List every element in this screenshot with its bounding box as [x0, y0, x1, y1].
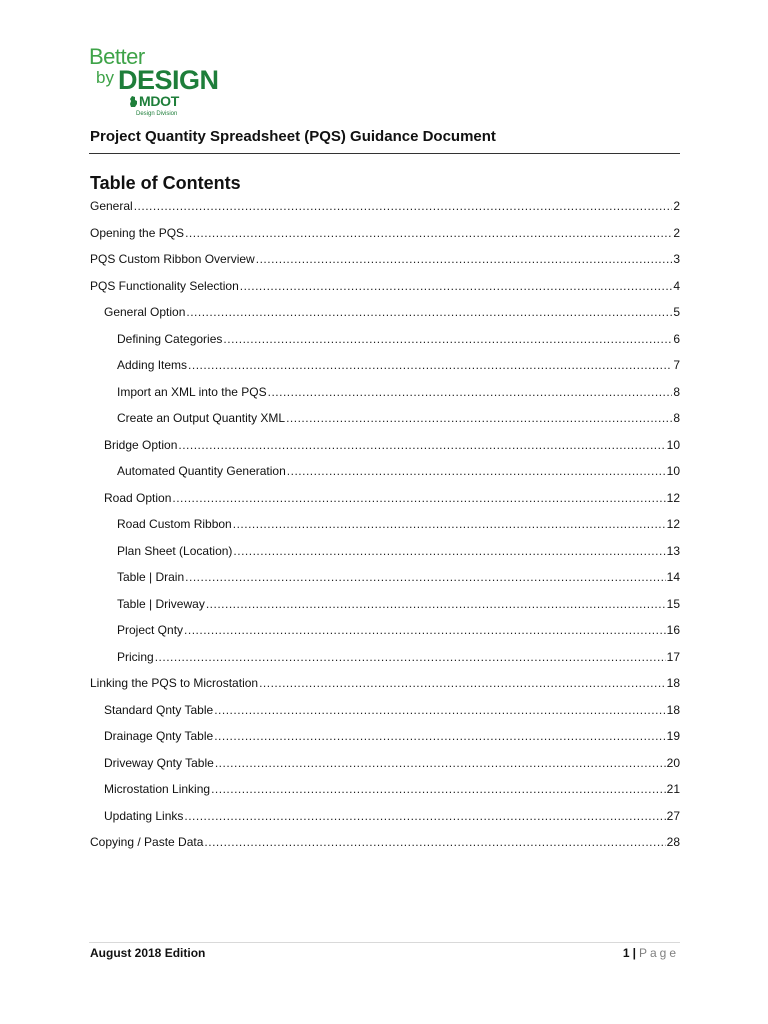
toc-dot-leader	[184, 621, 666, 639]
toc-entry-page[interactable]: 10	[666, 464, 680, 478]
toc-dot-leader	[215, 754, 666, 772]
page-word: Page	[638, 946, 679, 960]
toc-entry-page[interactable]: 12	[666, 517, 680, 531]
toc-entry[interactable]	[90, 489, 680, 516]
logo-better-text: Better	[89, 44, 145, 69]
toc-entry-page[interactable]: 10	[666, 437, 680, 452]
toc-entry-page[interactable]: 4	[673, 278, 680, 293]
toc-entry-label[interactable]: Adding Items	[117, 358, 188, 372]
toc-dot-leader	[214, 727, 665, 745]
better-by-design-logo	[89, 44, 231, 122]
page-separator: |	[632, 946, 636, 960]
toc-dot-leader	[211, 780, 666, 798]
toc-dot-leader	[184, 807, 665, 825]
toc-entry-label[interactable]: Plan Sheet (Location)	[117, 543, 233, 558]
document-title: Project Quantity Spreadsheet (PQS) Guidance Document	[90, 128, 496, 145]
toc-entry-page[interactable]: 2	[673, 225, 680, 240]
toc-entry-label[interactable]: PQS Custom Ribbon Overview	[90, 252, 255, 266]
michigan-map-icon	[129, 96, 138, 107]
logo-division-text: Design Division	[136, 111, 178, 117]
toc-entry[interactable]	[90, 648, 680, 675]
toc-entry[interactable]	[90, 780, 680, 807]
toc-entry-page[interactable]: 17	[666, 649, 680, 664]
toc-entry-page[interactable]: 3	[673, 252, 680, 266]
toc-entry-label[interactable]: Pricing	[117, 649, 154, 664]
toc-entry-label[interactable]: Linking the PQS to Microstation	[90, 676, 259, 690]
toc-entry[interactable]	[90, 727, 680, 754]
toc-entry-page[interactable]: 6	[673, 331, 680, 346]
toc-entry-page[interactable]: 27	[666, 808, 680, 823]
toc-entry-page[interactable]: 14	[666, 570, 680, 584]
toc-entry[interactable]	[90, 568, 680, 595]
toc-entry[interactable]	[90, 436, 680, 463]
toc-entry[interactable]	[90, 197, 680, 224]
toc-entry-page[interactable]: 18	[666, 676, 680, 690]
toc-entry[interactable]	[90, 330, 680, 357]
toc-entry-label[interactable]: Project Qnty	[117, 623, 184, 637]
toc-entry-label[interactable]: Driveway Qnty Table	[104, 755, 214, 770]
logo-agency-text: MDOT	[139, 93, 180, 109]
toc-entry[interactable]	[90, 674, 680, 701]
toc-entry-label[interactable]: Microstation Linking	[104, 782, 211, 796]
table-of-contents	[90, 197, 680, 860]
toc-entry-page[interactable]: 20	[666, 755, 680, 770]
toc-entry-label[interactable]: PQS Functionality Selection	[90, 278, 239, 293]
logo-by-text: by	[96, 68, 114, 87]
toc-dot-leader	[172, 489, 665, 507]
toc-entry[interactable]	[90, 754, 680, 781]
toc-dot-leader	[214, 701, 665, 719]
toc-entry-label[interactable]: General Option	[104, 305, 186, 319]
toc-dot-leader	[240, 277, 673, 295]
toc-entry-label[interactable]: Bridge Option	[104, 437, 178, 452]
toc-entry-label[interactable]: Standard Qnty Table	[104, 702, 214, 717]
logo-design-text: DESIGN	[118, 65, 219, 95]
toc-dot-leader	[185, 568, 665, 586]
toc-dot-leader	[233, 542, 665, 560]
toc-entry-page[interactable]: 8	[673, 384, 680, 399]
toc-dot-leader	[268, 383, 673, 401]
toc-entry[interactable]	[90, 621, 680, 648]
toc-dot-leader	[134, 197, 673, 215]
toc-entry-label[interactable]: Updating Links	[104, 808, 184, 823]
toc-entry[interactable]	[90, 807, 680, 834]
toc-entry-page[interactable]: 15	[666, 596, 680, 611]
toc-entry-label[interactable]: Defining Categories	[117, 331, 223, 346]
toc-entry-label[interactable]: Automated Quantity Generation	[117, 464, 286, 478]
toc-entry[interactable]	[90, 515, 680, 542]
toc-entry-label[interactable]: Drainage Qnty Table	[104, 729, 214, 743]
toc-entry-label[interactable]: Table | Drain	[117, 570, 185, 584]
toc-dot-leader	[233, 515, 666, 533]
toc-entry-label[interactable]: Copying / Paste Data	[90, 835, 204, 849]
toc-entry-page[interactable]: 13	[666, 543, 680, 558]
toc-entry[interactable]	[90, 595, 680, 622]
toc-entry-page[interactable]: 21	[666, 782, 680, 796]
toc-dot-leader	[256, 250, 673, 268]
toc-dot-leader	[188, 356, 672, 374]
toc-entry-label[interactable]: Road Custom Ribbon	[117, 517, 232, 531]
toc-entry-label[interactable]: Opening the PQS	[90, 225, 185, 240]
toc-entry[interactable]	[90, 224, 680, 251]
toc-dot-leader	[186, 303, 672, 321]
footer-page-number	[623, 945, 679, 961]
toc-entry-page[interactable]: 7	[673, 358, 680, 372]
toc-heading: Table of Contents	[90, 173, 241, 193]
toc-entry-page[interactable]: 8	[673, 411, 680, 425]
toc-entry[interactable]	[90, 542, 680, 569]
toc-entry-page[interactable]: 18	[666, 702, 680, 717]
page-number: 1	[622, 946, 630, 960]
toc-dot-leader	[286, 409, 672, 427]
footer-divider	[89, 942, 680, 943]
footer-edition: August 2018 Edition	[90, 946, 206, 960]
toc-entry-page[interactable]: 16	[666, 623, 680, 637]
toc-dot-leader	[204, 833, 665, 851]
toc-entry[interactable]	[90, 356, 680, 383]
toc-entry-label[interactable]: Create an Output Quantity XML	[117, 411, 286, 425]
toc-entry-label[interactable]: Road Option	[104, 490, 172, 505]
toc-entry-page[interactable]: 5	[673, 305, 680, 319]
toc-dot-leader	[259, 674, 666, 692]
toc-entry[interactable]	[90, 383, 680, 410]
toc-entry[interactable]	[90, 462, 680, 489]
toc-dot-leader	[223, 330, 672, 348]
toc-entry-page[interactable]: 19	[666, 729, 680, 743]
toc-dot-leader	[178, 436, 665, 454]
toc-entry[interactable]	[90, 303, 680, 330]
toc-entry[interactable]	[90, 701, 680, 728]
toc-entry-label[interactable]: General	[90, 199, 133, 213]
toc-entry[interactable]	[90, 409, 680, 436]
toc-dot-leader	[155, 648, 666, 666]
toc-entry-page[interactable]: 28	[666, 835, 680, 849]
toc-dot-leader	[185, 224, 672, 242]
toc-entry-label[interactable]: Table | Driveway	[117, 596, 205, 611]
toc-dot-leader	[206, 595, 666, 613]
toc-entry[interactable]	[90, 833, 680, 860]
toc-dot-leader	[287, 462, 666, 480]
toc-entry-label[interactable]: Import an XML into the PQS	[117, 384, 267, 399]
header-divider	[89, 153, 680, 154]
toc-entry[interactable]	[90, 250, 680, 277]
toc-entry-page[interactable]: 2	[673, 199, 680, 213]
toc-entry[interactable]	[90, 277, 680, 304]
toc-entry-page[interactable]: 12	[666, 490, 680, 505]
